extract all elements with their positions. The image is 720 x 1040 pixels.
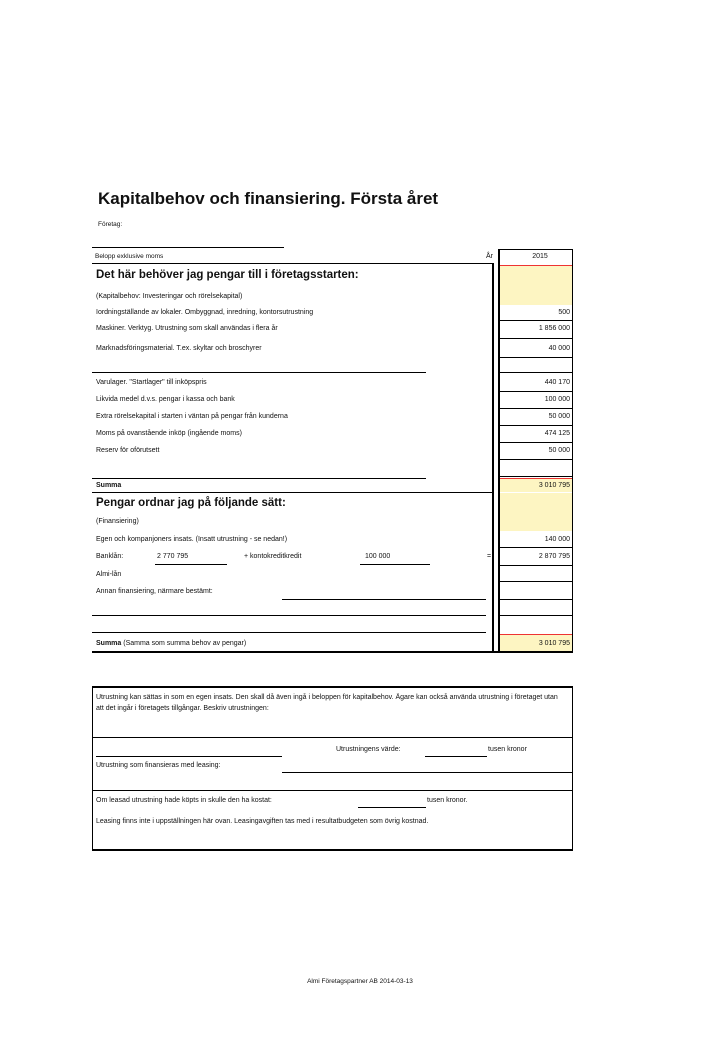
needs-subheading: (Kapitalbehov: Investeringar och rörelsekapital) bbox=[96, 293, 243, 300]
row-value: 474 125 bbox=[544, 430, 570, 437]
cell-line bbox=[500, 615, 572, 616]
cell-line bbox=[500, 338, 572, 339]
box-bottom bbox=[92, 849, 573, 851]
leased-label: Om leasad utrustning hade köpts in skulle den ha kostat: bbox=[96, 797, 272, 804]
value-col-right bbox=[572, 249, 573, 653]
box-left bbox=[92, 686, 93, 850]
row-value: 440 170 bbox=[544, 379, 570, 386]
cell-line bbox=[500, 372, 572, 373]
cell-line bbox=[500, 581, 572, 582]
divider bbox=[92, 263, 492, 264]
leasing-note: Leasing finns inte i uppställningen här ovan. Leasingavgiften tas med i resultatbudgeten som övrig kostnad. bbox=[96, 818, 429, 825]
row-value: 40 000 bbox=[548, 345, 570, 352]
divider bbox=[92, 737, 573, 738]
row-value: 1 856 000 bbox=[538, 325, 570, 332]
row-value: 500 bbox=[558, 309, 570, 316]
row-label: Maskiner. Verktyg. Utrustning som skall användas i flera år bbox=[96, 325, 278, 332]
field-underline bbox=[282, 599, 486, 600]
leasing-label: Utrustning som finansieras med leasing: bbox=[96, 762, 221, 769]
field-underline bbox=[155, 564, 227, 565]
financing-subheading: (Finansiering) bbox=[96, 518, 139, 525]
field-underline bbox=[425, 756, 487, 757]
own-label: Egen och kompanjoners insats. (Insatt utrustning - se nedan!) bbox=[96, 536, 288, 543]
total-label: Summa bbox=[96, 640, 122, 647]
own-value: 140 000 bbox=[544, 536, 570, 543]
credit-amount: 100 000 bbox=[365, 553, 391, 560]
page-title: Kapitalbehov och finansiering. Första året bbox=[98, 189, 439, 208]
divider bbox=[92, 247, 284, 248]
cell-line bbox=[500, 442, 572, 443]
bank-amount: 2 770 795 bbox=[157, 553, 189, 560]
credit-label: + kontokreditkredit bbox=[244, 553, 302, 560]
equipment-intro: Utrustning kan sättas in som en egen insats. Den skall då även ingå i beloppen för kapitalbehov. Ägare kan också använda utrustning i företaget utan att det ingår i företagets tillgångar. Beskriv utrustningen: bbox=[96, 694, 558, 712]
footer-text: Almi Företagspartner AB 2014-03-13 bbox=[307, 978, 413, 985]
company-label: Företag: bbox=[98, 221, 123, 228]
year-value: 2015 bbox=[532, 253, 548, 260]
row-label: Moms på ovanstående inköp (ingående moms) bbox=[96, 430, 242, 437]
total-note: (Samma som summa behov av pengar) bbox=[123, 640, 247, 647]
year-label: År bbox=[486, 253, 493, 260]
red-rule bbox=[500, 634, 572, 635]
total-value: 3 010 795 bbox=[538, 640, 570, 647]
field-underline bbox=[282, 772, 572, 773]
needs-heading: Det här behöver jag pengar till i företagsstarten: bbox=[96, 269, 359, 281]
divider bbox=[92, 492, 492, 493]
field-underline bbox=[358, 807, 426, 808]
cell-line bbox=[500, 408, 572, 409]
equals-sign: = bbox=[487, 553, 492, 560]
cell-line bbox=[500, 547, 572, 548]
cell-line bbox=[500, 357, 572, 358]
row-value: 50 000 bbox=[548, 447, 570, 454]
cell-line bbox=[500, 476, 572, 477]
other-label: Annan finansiering, närmare bestämt: bbox=[96, 588, 213, 595]
table-bottom bbox=[92, 651, 573, 653]
row-value: 100 000 bbox=[544, 396, 570, 403]
cell-line bbox=[500, 391, 572, 392]
cell-line bbox=[500, 565, 572, 566]
row-label: Iordningställande av lokaler. Ombyggnad, inredning, kontorsutrustning bbox=[96, 309, 314, 316]
divider bbox=[92, 790, 573, 791]
leased-thousand: tusen kronor. bbox=[427, 797, 468, 804]
row-value: 50 000 bbox=[548, 413, 570, 420]
field-underline bbox=[92, 615, 486, 616]
field-underline bbox=[92, 632, 486, 633]
row-label: Reserv för oförutsett bbox=[96, 447, 160, 454]
box-right bbox=[572, 686, 573, 850]
cell-line bbox=[500, 320, 572, 321]
divider bbox=[92, 478, 426, 479]
cell-line bbox=[500, 599, 572, 600]
red-rule bbox=[500, 478, 572, 479]
bank-value: 2 870 795 bbox=[538, 553, 570, 560]
cell-line bbox=[500, 459, 572, 460]
amount-label: Belopp exklusive moms bbox=[95, 253, 164, 260]
row-label: Marknadsföringsmaterial. T.ex. skyltar och broschyrer bbox=[96, 345, 262, 352]
thousand-label: tusen kronor bbox=[488, 746, 527, 753]
highlight-cell bbox=[500, 493, 572, 531]
cell-line bbox=[500, 425, 572, 426]
left-frame-line bbox=[492, 263, 494, 652]
bank-label: Banklån: bbox=[96, 553, 124, 560]
field-underline bbox=[96, 756, 282, 757]
value-col-top bbox=[498, 249, 573, 250]
almi-label: Almi-lån bbox=[96, 571, 122, 578]
highlight-cell bbox=[500, 266, 572, 305]
box-top bbox=[92, 686, 573, 688]
field-underline bbox=[360, 564, 430, 565]
financing-heading: Pengar ordnar jag på följande sätt: bbox=[96, 497, 286, 509]
total-row bbox=[96, 640, 246, 647]
sum-label: Summa bbox=[96, 482, 122, 489]
row-label: Extra rörelsekapital i starten i väntan på pengar från kunderna bbox=[96, 413, 288, 420]
sum-value: 3 010 795 bbox=[538, 482, 570, 489]
row-label: Likvida medel d.v.s. pengar i kassa och bank bbox=[96, 396, 235, 403]
row-label: Varulager. "Startlager" till inköpspris bbox=[96, 379, 207, 386]
value-label: Utrustningens värde: bbox=[336, 746, 401, 753]
divider bbox=[92, 372, 426, 373]
